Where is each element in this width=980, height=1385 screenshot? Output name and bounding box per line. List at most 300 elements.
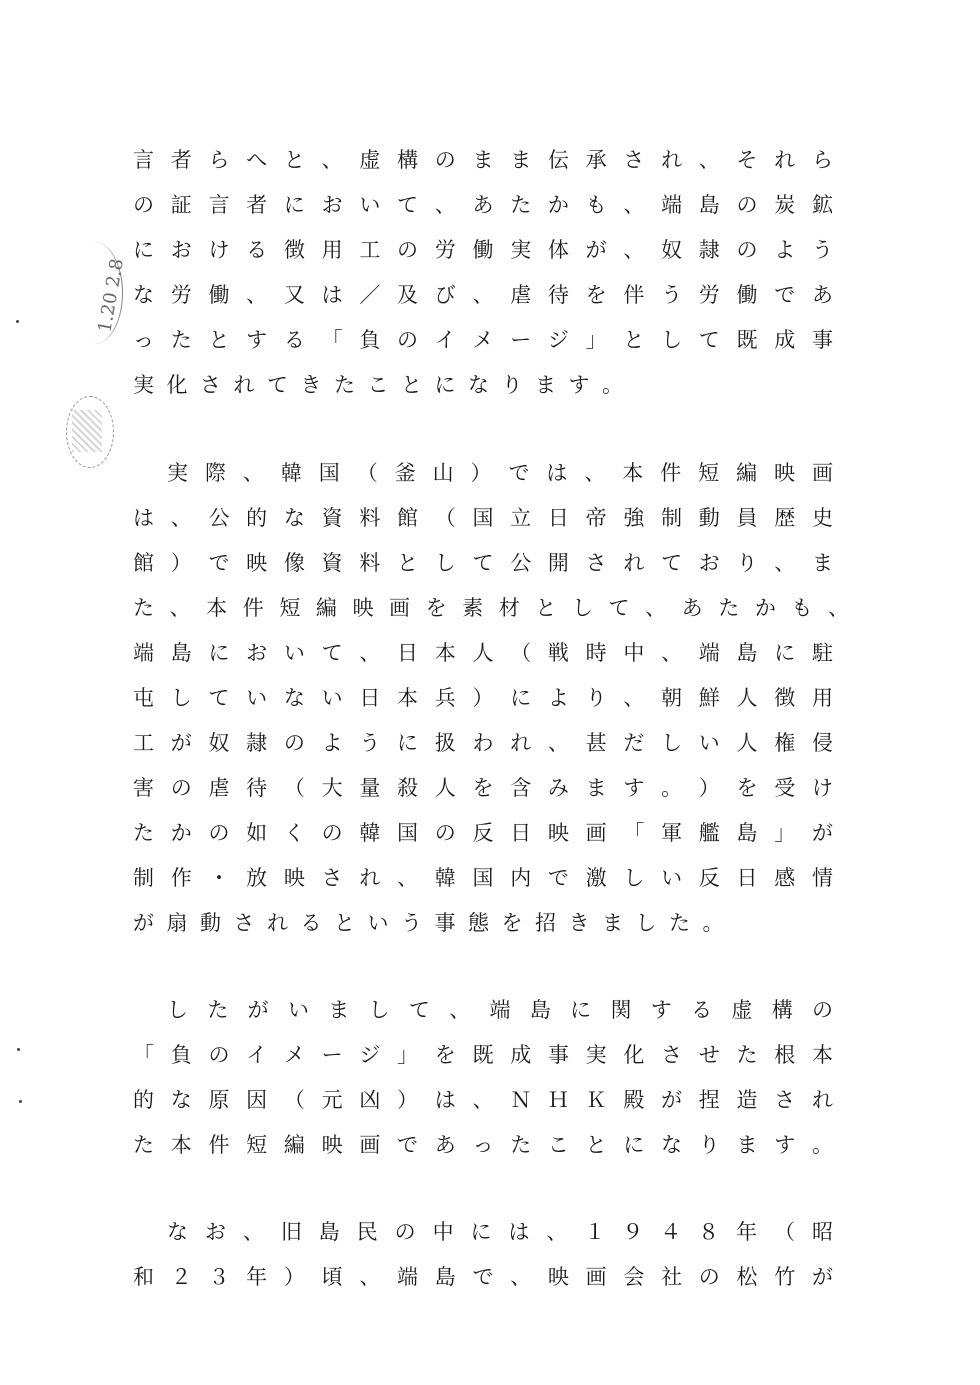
text-char: （ bbox=[774, 1220, 795, 1244]
text-char: 端 bbox=[489, 998, 511, 1022]
text-char: 民 bbox=[356, 1220, 378, 1244]
text-char: た bbox=[133, 821, 154, 845]
text-char: よ bbox=[774, 238, 796, 262]
text-char: 国 bbox=[397, 821, 419, 845]
text-char: 画 bbox=[585, 1265, 607, 1289]
text-char: 資 bbox=[321, 506, 343, 530]
text-char: 画 bbox=[359, 1133, 381, 1157]
text-char: 材 bbox=[498, 596, 520, 620]
text-char: か bbox=[547, 193, 569, 217]
text-char: な bbox=[133, 283, 154, 307]
text-line bbox=[133, 280, 833, 310]
text-char: と bbox=[585, 1133, 607, 1157]
text-char: 竹 bbox=[774, 1265, 796, 1289]
text-char: 承 bbox=[585, 148, 607, 172]
text-char: 含 bbox=[510, 776, 532, 800]
text-char: 釜 bbox=[394, 461, 416, 485]
text-char: が bbox=[811, 1265, 833, 1289]
text-char: 日 bbox=[736, 866, 758, 890]
text-char: に bbox=[434, 373, 456, 397]
text-char: 働 bbox=[208, 283, 230, 307]
text-char: 」 bbox=[774, 821, 796, 845]
text-char: を bbox=[736, 776, 758, 800]
text-char: 事 bbox=[811, 328, 833, 352]
text-char: 、 bbox=[169, 596, 191, 620]
text-char: 時 bbox=[585, 641, 607, 665]
text-char: お bbox=[204, 1220, 226, 1244]
text-char: 反 bbox=[472, 821, 494, 845]
text-char: 本 bbox=[811, 1043, 833, 1067]
text-char: 殿 bbox=[623, 1088, 645, 1112]
text-char: 化 bbox=[623, 1043, 645, 1067]
text-char: 編 bbox=[315, 596, 337, 620]
text-char: 成 bbox=[774, 328, 796, 352]
text-char: 件 bbox=[242, 596, 264, 620]
text-char: 年 bbox=[736, 1220, 758, 1244]
text-char: 料 bbox=[359, 506, 381, 530]
text-char: と bbox=[208, 328, 230, 352]
text-char: 、 bbox=[645, 596, 667, 620]
text-line bbox=[133, 235, 833, 265]
text-char: 駐 bbox=[811, 641, 833, 665]
text-char: 端 bbox=[133, 641, 154, 665]
text-char: た bbox=[334, 373, 355, 397]
text-char: る bbox=[246, 238, 268, 262]
text-char: で bbox=[508, 461, 530, 485]
text-char: の bbox=[133, 193, 154, 217]
text-char: い bbox=[321, 686, 343, 710]
text-char: ま bbox=[585, 776, 607, 800]
text-char: の bbox=[698, 1265, 720, 1289]
text-char: 既 bbox=[736, 328, 758, 352]
text-char: こ bbox=[547, 1133, 569, 1157]
text-char: 徴 bbox=[774, 686, 796, 710]
text-char: 頃 bbox=[321, 1265, 343, 1289]
text-char: 、 bbox=[774, 551, 796, 575]
text-char: 扇 bbox=[166, 911, 188, 935]
text-char: が bbox=[247, 998, 269, 1022]
text-char: も bbox=[791, 596, 813, 620]
text-char: （ bbox=[510, 641, 532, 665]
text-char: さ bbox=[585, 551, 607, 575]
text-char: （ bbox=[356, 461, 378, 485]
text-char: さ bbox=[321, 866, 343, 890]
text-line bbox=[167, 995, 833, 1025]
text-char: 歴 bbox=[774, 506, 796, 530]
text-char: 炭 bbox=[774, 193, 796, 217]
text-char: 日 bbox=[397, 641, 419, 665]
text-char: り bbox=[698, 1133, 720, 1157]
text-char: 根 bbox=[774, 1043, 796, 1067]
text-char: 、 bbox=[698, 148, 720, 172]
text-char: を bbox=[585, 283, 607, 307]
text-char: す bbox=[568, 373, 590, 397]
text-char: け bbox=[811, 776, 833, 800]
text-char: 造 bbox=[736, 1088, 758, 1112]
text-char: 映 bbox=[283, 866, 305, 890]
text-char: 働 bbox=[736, 283, 758, 307]
text-char: の bbox=[394, 1220, 416, 1244]
text-char: さ bbox=[233, 911, 255, 935]
text-char: イ bbox=[246, 1043, 268, 1067]
text-char: 。 bbox=[811, 1133, 833, 1157]
text-char: し bbox=[167, 998, 188, 1022]
text-char: ・ bbox=[208, 866, 230, 890]
text-char: 会 bbox=[623, 1265, 645, 1289]
text-char: れ bbox=[623, 551, 645, 575]
text-char: た bbox=[669, 911, 690, 935]
text-char: の bbox=[736, 193, 758, 217]
text-char: ま bbox=[736, 1133, 758, 1157]
text-char: た bbox=[170, 328, 192, 352]
text-char: 、 bbox=[170, 506, 192, 530]
text-line bbox=[133, 370, 833, 400]
scan-speck bbox=[16, 320, 19, 323]
text-char: 制 bbox=[133, 866, 154, 890]
text-char: 成 bbox=[510, 1043, 532, 1067]
text-char: 者 bbox=[246, 193, 268, 217]
text-char: 殺 bbox=[397, 776, 419, 800]
text-char: ９ bbox=[622, 1220, 644, 1244]
text-char: 島 bbox=[698, 193, 720, 217]
text-char: に bbox=[283, 193, 305, 217]
text-char: 、 bbox=[623, 686, 645, 710]
text-char: 国 bbox=[318, 461, 340, 485]
text-char: お bbox=[246, 641, 268, 665]
text-char: が bbox=[170, 731, 192, 755]
text-char: 、 bbox=[359, 641, 381, 665]
text-char: け bbox=[208, 238, 230, 262]
text-char: 旧 bbox=[280, 1220, 302, 1244]
text-char: へ bbox=[246, 148, 268, 172]
text-char: 人 bbox=[736, 731, 758, 755]
text-char: 、 bbox=[623, 193, 645, 217]
text-char: 松 bbox=[736, 1265, 758, 1289]
text-char: だ bbox=[623, 731, 645, 755]
text-char: １ bbox=[584, 1220, 606, 1244]
text-char: り bbox=[501, 373, 523, 397]
text-char: が bbox=[585, 238, 607, 262]
text-char: 動 bbox=[698, 506, 720, 530]
text-char: て bbox=[321, 641, 343, 665]
text-line bbox=[133, 593, 849, 623]
text-char: 館 bbox=[133, 551, 154, 575]
text-char: 本 bbox=[622, 461, 644, 485]
text-char: 画 bbox=[811, 461, 833, 485]
text-char: 権 bbox=[774, 731, 796, 755]
text-char: と bbox=[283, 148, 305, 172]
text-char: ） bbox=[472, 686, 494, 710]
text-char: れ bbox=[510, 731, 532, 755]
text-char: す bbox=[623, 776, 645, 800]
text-char: 島 bbox=[170, 641, 192, 665]
text-char: 公 bbox=[208, 506, 230, 530]
text-line bbox=[133, 728, 833, 758]
text-char: 日 bbox=[510, 821, 532, 845]
text-char: る bbox=[300, 911, 322, 935]
text-char: 及 bbox=[397, 283, 419, 307]
text-char: 伝 bbox=[547, 148, 569, 172]
text-char: た bbox=[133, 596, 154, 620]
text-char: 島 bbox=[318, 1220, 340, 1244]
text-char: 労 bbox=[170, 283, 192, 307]
text-char: び bbox=[434, 283, 456, 307]
text-char: 原 bbox=[208, 1088, 230, 1112]
text-char: ま bbox=[472, 148, 494, 172]
text-char: さ bbox=[661, 1043, 683, 1067]
text-char: 働 bbox=[472, 238, 494, 262]
text-char: 的 bbox=[246, 506, 268, 530]
text-char: 短 bbox=[698, 461, 720, 485]
text-char: 鉱 bbox=[811, 193, 833, 217]
text-char: 態 bbox=[468, 911, 489, 935]
text-char: 労 bbox=[698, 283, 720, 307]
text-char: 因 bbox=[246, 1088, 268, 1112]
text-char: 、 bbox=[449, 998, 471, 1022]
text-char: 開 bbox=[547, 551, 569, 575]
text-char: な bbox=[283, 686, 305, 710]
text-char: 虚 bbox=[731, 998, 753, 1022]
text-char: 端 bbox=[397, 1265, 419, 1289]
text-char: ら bbox=[811, 148, 833, 172]
text-char: が bbox=[133, 911, 154, 935]
text-char: 史 bbox=[811, 506, 833, 530]
text-char: 甚 bbox=[585, 731, 607, 755]
text-char: 招 bbox=[535, 911, 556, 935]
text-char: た bbox=[510, 1133, 532, 1157]
text-char: で bbox=[547, 866, 569, 890]
text-char: ま bbox=[602, 911, 623, 935]
text-char: Ｈ bbox=[547, 1088, 569, 1112]
text-char: 韓 bbox=[359, 821, 381, 845]
text-char: 員 bbox=[736, 506, 758, 530]
text-char: 公 bbox=[510, 551, 532, 575]
text-char: （ bbox=[283, 776, 305, 800]
scan-speck bbox=[19, 1100, 22, 1103]
text-line bbox=[133, 908, 833, 938]
text-char: な bbox=[661, 1133, 683, 1157]
text-char: 隷 bbox=[246, 731, 268, 755]
text-char: 際 bbox=[204, 461, 226, 485]
text-char: は bbox=[434, 1088, 456, 1112]
text-char: 隷 bbox=[698, 238, 720, 262]
text-char: 年 bbox=[246, 1265, 268, 1289]
text-char: 虐 bbox=[208, 776, 230, 800]
text-char: ジ bbox=[547, 328, 569, 352]
text-char: Ｋ bbox=[585, 1088, 607, 1112]
text-char: っ bbox=[133, 328, 154, 352]
text-char: 画 bbox=[585, 821, 607, 845]
text-char: を bbox=[425, 596, 447, 620]
text-char: 証 bbox=[170, 193, 192, 217]
text-char: 受 bbox=[774, 776, 796, 800]
text-char: は bbox=[321, 283, 343, 307]
text-char: し bbox=[661, 731, 683, 755]
text-char: 扱 bbox=[434, 731, 456, 755]
text-char: 内 bbox=[510, 866, 532, 890]
text-char: っ bbox=[472, 1133, 494, 1157]
text-char: の bbox=[434, 148, 456, 172]
text-char: 朝 bbox=[661, 686, 683, 710]
text-char: 量 bbox=[359, 776, 381, 800]
text-char: で bbox=[208, 551, 230, 575]
text-line bbox=[133, 145, 833, 175]
text-char: 労 bbox=[434, 238, 456, 262]
text-char: 大 bbox=[321, 776, 343, 800]
text-char: み bbox=[547, 776, 569, 800]
text-char: 制 bbox=[661, 506, 683, 530]
text-char: に bbox=[133, 238, 154, 262]
text-char: し bbox=[623, 866, 645, 890]
text-line bbox=[133, 1130, 833, 1160]
text-char: 構 bbox=[397, 148, 419, 172]
text-char: し bbox=[434, 551, 456, 575]
stamp-mark-text: 1.20 2.8 bbox=[94, 257, 129, 334]
text-char: 軍 bbox=[661, 821, 683, 845]
text-char: に bbox=[208, 641, 230, 665]
text-char: ま bbox=[510, 148, 532, 172]
text-char: 言 bbox=[133, 148, 154, 172]
text-char: 「 bbox=[133, 1043, 154, 1067]
text-char: 料 bbox=[359, 551, 381, 575]
text-char: 事 bbox=[434, 911, 456, 935]
text-char: き bbox=[300, 373, 322, 397]
text-char: 島 bbox=[736, 641, 758, 665]
text-char: 、 bbox=[397, 866, 419, 890]
text-char: り bbox=[736, 551, 758, 575]
text-char: 感 bbox=[774, 866, 796, 890]
text-char: あ bbox=[472, 193, 494, 217]
text-char: わ bbox=[472, 731, 494, 755]
text-char: 。 bbox=[602, 373, 623, 397]
text-char: 「 bbox=[623, 821, 645, 845]
text-char: 元 bbox=[321, 1088, 343, 1112]
text-char: せ bbox=[698, 1043, 720, 1067]
text-char: 社 bbox=[661, 1265, 683, 1289]
text-char: し bbox=[661, 328, 683, 352]
text-char: 関 bbox=[610, 998, 632, 1022]
text-char: と bbox=[334, 911, 355, 935]
text-char: ） bbox=[470, 461, 492, 485]
text-char: 強 bbox=[623, 506, 645, 530]
seal-imprint bbox=[72, 410, 102, 452]
text-char: で bbox=[774, 283, 796, 307]
text-char: 像 bbox=[283, 551, 305, 575]
text-char: （ bbox=[434, 506, 456, 530]
text-line bbox=[133, 683, 833, 713]
text-char: 立 bbox=[510, 506, 532, 530]
text-char: は bbox=[133, 506, 154, 530]
text-char: 屯 bbox=[133, 686, 154, 710]
text-char: 、 bbox=[242, 1220, 264, 1244]
text-char: い bbox=[246, 686, 268, 710]
text-line bbox=[133, 548, 833, 578]
text-char: 件 bbox=[208, 1133, 230, 1157]
text-char: 和 bbox=[133, 1265, 154, 1289]
text-char: 凶 bbox=[359, 1088, 381, 1112]
text-char: な bbox=[283, 506, 305, 530]
text-char: 人 bbox=[434, 776, 456, 800]
text-char: 日 bbox=[547, 506, 569, 530]
text-char: た bbox=[718, 596, 740, 620]
text-char: 端 bbox=[698, 641, 720, 665]
scan-speck bbox=[17, 1048, 20, 1051]
text-char: 情 bbox=[811, 866, 833, 890]
text-char: る bbox=[691, 998, 713, 1022]
text-char: が bbox=[811, 821, 833, 845]
text-char: ３ bbox=[208, 1265, 230, 1289]
text-char: た bbox=[207, 998, 229, 1022]
text-char: 又 bbox=[283, 283, 305, 307]
text-char: 、 bbox=[434, 193, 456, 217]
text-char: 映 bbox=[547, 1265, 569, 1289]
text-char: 件 bbox=[660, 461, 682, 485]
text-char: 、 bbox=[584, 461, 606, 485]
text-char: れ bbox=[359, 866, 381, 890]
text-char: は bbox=[546, 461, 568, 485]
text-char: あ bbox=[434, 1133, 456, 1157]
text-char: ） bbox=[170, 551, 192, 575]
text-char: メ bbox=[283, 1043, 305, 1067]
text-char: に bbox=[774, 641, 796, 665]
text-char: と bbox=[401, 373, 422, 397]
text-char: て bbox=[608, 596, 630, 620]
text-char: 、 bbox=[547, 731, 569, 755]
text-char: ー bbox=[510, 328, 532, 352]
text-char: す bbox=[246, 328, 268, 352]
text-char: 、 bbox=[472, 283, 494, 307]
text-char: う bbox=[401, 911, 422, 935]
text-char: 的 bbox=[133, 1088, 154, 1112]
text-char: た bbox=[736, 1043, 758, 1067]
text-char: 兵 bbox=[434, 686, 456, 710]
text-char: に bbox=[570, 998, 592, 1022]
text-char: 素 bbox=[462, 596, 484, 620]
text-char: に bbox=[623, 1133, 645, 1157]
text-char: 人 bbox=[472, 641, 494, 665]
text-char: 「 bbox=[321, 328, 343, 352]
text-char: 国 bbox=[472, 506, 494, 530]
text-char: よ bbox=[547, 686, 569, 710]
text-char: 、 bbox=[661, 641, 683, 665]
text-char: 館 bbox=[397, 506, 419, 530]
text-char: ２ bbox=[170, 1265, 192, 1289]
text-char: 映 bbox=[246, 551, 268, 575]
text-char: 伴 bbox=[623, 283, 645, 307]
text-char: 韓 bbox=[280, 461, 302, 485]
text-char: る bbox=[283, 328, 305, 352]
text-line bbox=[133, 1262, 833, 1292]
text-line bbox=[133, 638, 833, 668]
text-char: 端 bbox=[661, 193, 683, 217]
text-char: 、 bbox=[472, 1088, 494, 1112]
text-char: よ bbox=[321, 731, 343, 755]
text-char: 艦 bbox=[698, 821, 720, 845]
text-char: て bbox=[472, 551, 494, 575]
text-char: い bbox=[287, 998, 309, 1022]
text-line bbox=[167, 458, 833, 488]
text-char: 本 bbox=[397, 686, 419, 710]
text-char: て bbox=[208, 686, 230, 710]
text-char: の bbox=[321, 821, 343, 845]
text-char: 本 bbox=[206, 596, 228, 620]
text-char: い bbox=[283, 641, 305, 665]
text-char: 」 bbox=[397, 1043, 419, 1067]
text-char: ま bbox=[535, 373, 556, 397]
text-char: 虐 bbox=[510, 283, 532, 307]
text-char: 短 bbox=[279, 596, 301, 620]
text-char: か bbox=[754, 596, 776, 620]
